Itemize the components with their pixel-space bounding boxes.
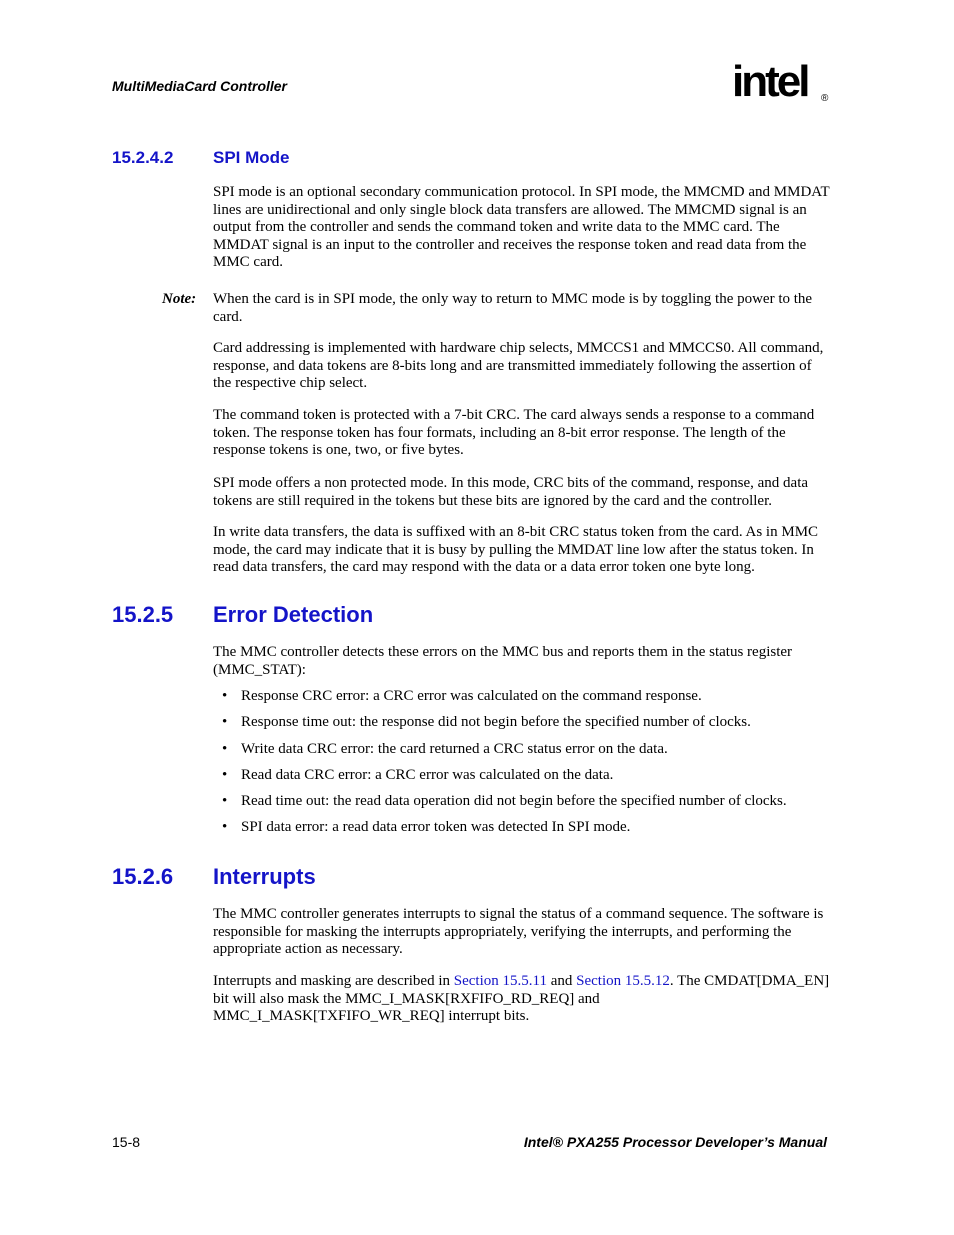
- list-item-text: Write data CRC error: the card returned a CRC status error on the data.: [241, 740, 668, 757]
- note-text: When the card is in SPI mode, the only way to return to MMC mode is by toggling the power to the card.: [213, 291, 813, 325]
- interrupts-paragraph-1: The MMC controller generates interrupts to signal the status of a command sequence. The software is responsible for masking the interrupts appropriately, verifying the interrupts, and performing the appropriate action as necessary.: [213, 906, 824, 957]
- heading-number: 15.2.5: [112, 602, 174, 627]
- section-15-5-12-link[interactable]: Section 15.5.12: [576, 973, 670, 989]
- registered-mark: ®: [821, 93, 829, 104]
- paragraph-text: and: [546, 973, 577, 989]
- running-header: MultiMediaCard Controller: [112, 78, 288, 94]
- manual-title: Intel® PXA255 Processor Developer’s Manual: [523, 1134, 827, 1150]
- note-label: Note:: [162, 291, 197, 307]
- list-item: [222, 688, 832, 714]
- spi-mode-paragraph-5: In write data transfers, the data is suffixed with an 8-bit CRC status token from the card. As in MMC mode, the card may indicate that it is busy by pulling the MMDAT line low after the status token. In read data transfers, the card may respond with the data or a data error token one byte long.: [213, 524, 819, 575]
- paragraph-text: Interrupts and masking are described in: [213, 973, 454, 989]
- spi-mode-paragraph-4: SPI mode offers a non protected mode. In this mode, CRC bits of the command, response, and data tokens are still required in the tokens but these bits are ignored by the card and the controller.: [213, 475, 809, 509]
- bullet-icon: •: [222, 740, 228, 757]
- interrupts-paragraph-2: [213, 973, 833, 1026]
- bullet-icon: •: [222, 819, 228, 836]
- section-15-5-11-link[interactable]: Section 15.5.11: [453, 973, 547, 989]
- heading-title: Error Detection: [213, 602, 374, 627]
- error-list: [222, 688, 832, 846]
- intel-logo-wordmark: intel: [732, 57, 808, 106]
- spi-mode-paragraph-3: The command token is protected with a 7-bit CRC. The card always sends a response to a command token. The response token has four formats, including an 8-bit error response. The length of the response tokens is one, two, or five bytes.: [213, 407, 815, 458]
- list-item-text: Read data CRC error: a CRC error was calculated on the data.: [241, 766, 614, 783]
- bullet-icon: •: [222, 793, 228, 810]
- list-item: [222, 767, 832, 793]
- list-item-text: Response CRC error: a CRC error was calculated on the command response.: [241, 688, 702, 704]
- list-item-text: Response time out: the response did not begin before the specified number of clocks.: [241, 714, 751, 731]
- intel-logo: [732, 57, 832, 116]
- list-item: [222, 793, 832, 819]
- bullet-icon: •: [222, 714, 228, 731]
- heading-title: Interrupts: [213, 864, 316, 889]
- heading-number: 15.2.4.2: [112, 148, 174, 167]
- spi-mode-paragraph-2: Card addressing is implemented with hardware chip selects, MMCCS1 and MMCCS0. All command, response, and data tokens are 8-bits long and are transmitted immediately following the assertion of the respective chip select.: [213, 340, 824, 391]
- spi-mode-paragraph-1: SPI mode is an optional secondary communication protocol. In SPI mode, the MMCMD and MMDAT lines are unidirectional and only single block data transfers are allowed. The MMCMD signal is an output from the controller and sends the command token and write data to the MMC card. The MMDAT signal is an input to the controller and receives the response token and read data from the MMC card.: [213, 184, 830, 270]
- list-item-text: Read time out: the read data operation did not begin before the specified number of clocks.: [241, 793, 787, 810]
- page-number: 15-8: [112, 1134, 141, 1150]
- bullet-icon: •: [222, 766, 228, 783]
- error-detection-intro: The MMC controller detects these errors on the MMC bus and reports them in the status register (MMC_STAT):: [213, 644, 793, 678]
- list-item-text: SPI data error: a read data error token was detected In SPI mode.: [241, 819, 631, 836]
- bullet-icon: •: [222, 688, 228, 704]
- heading-title: SPI Mode: [213, 148, 290, 167]
- list-item: [222, 741, 832, 767]
- list-item: [222, 819, 832, 845]
- list-item: [222, 714, 832, 740]
- heading-number: 15.2.6: [112, 864, 174, 889]
- paragraph-text: . The CMDAT[DMA_EN] bit will also mask the MMC_I_MASK[RXFIFO_RD_REQ] and MMC_I_MASK[TXFIFO_WR_REQ] interrupt bits.: [213, 973, 830, 1024]
